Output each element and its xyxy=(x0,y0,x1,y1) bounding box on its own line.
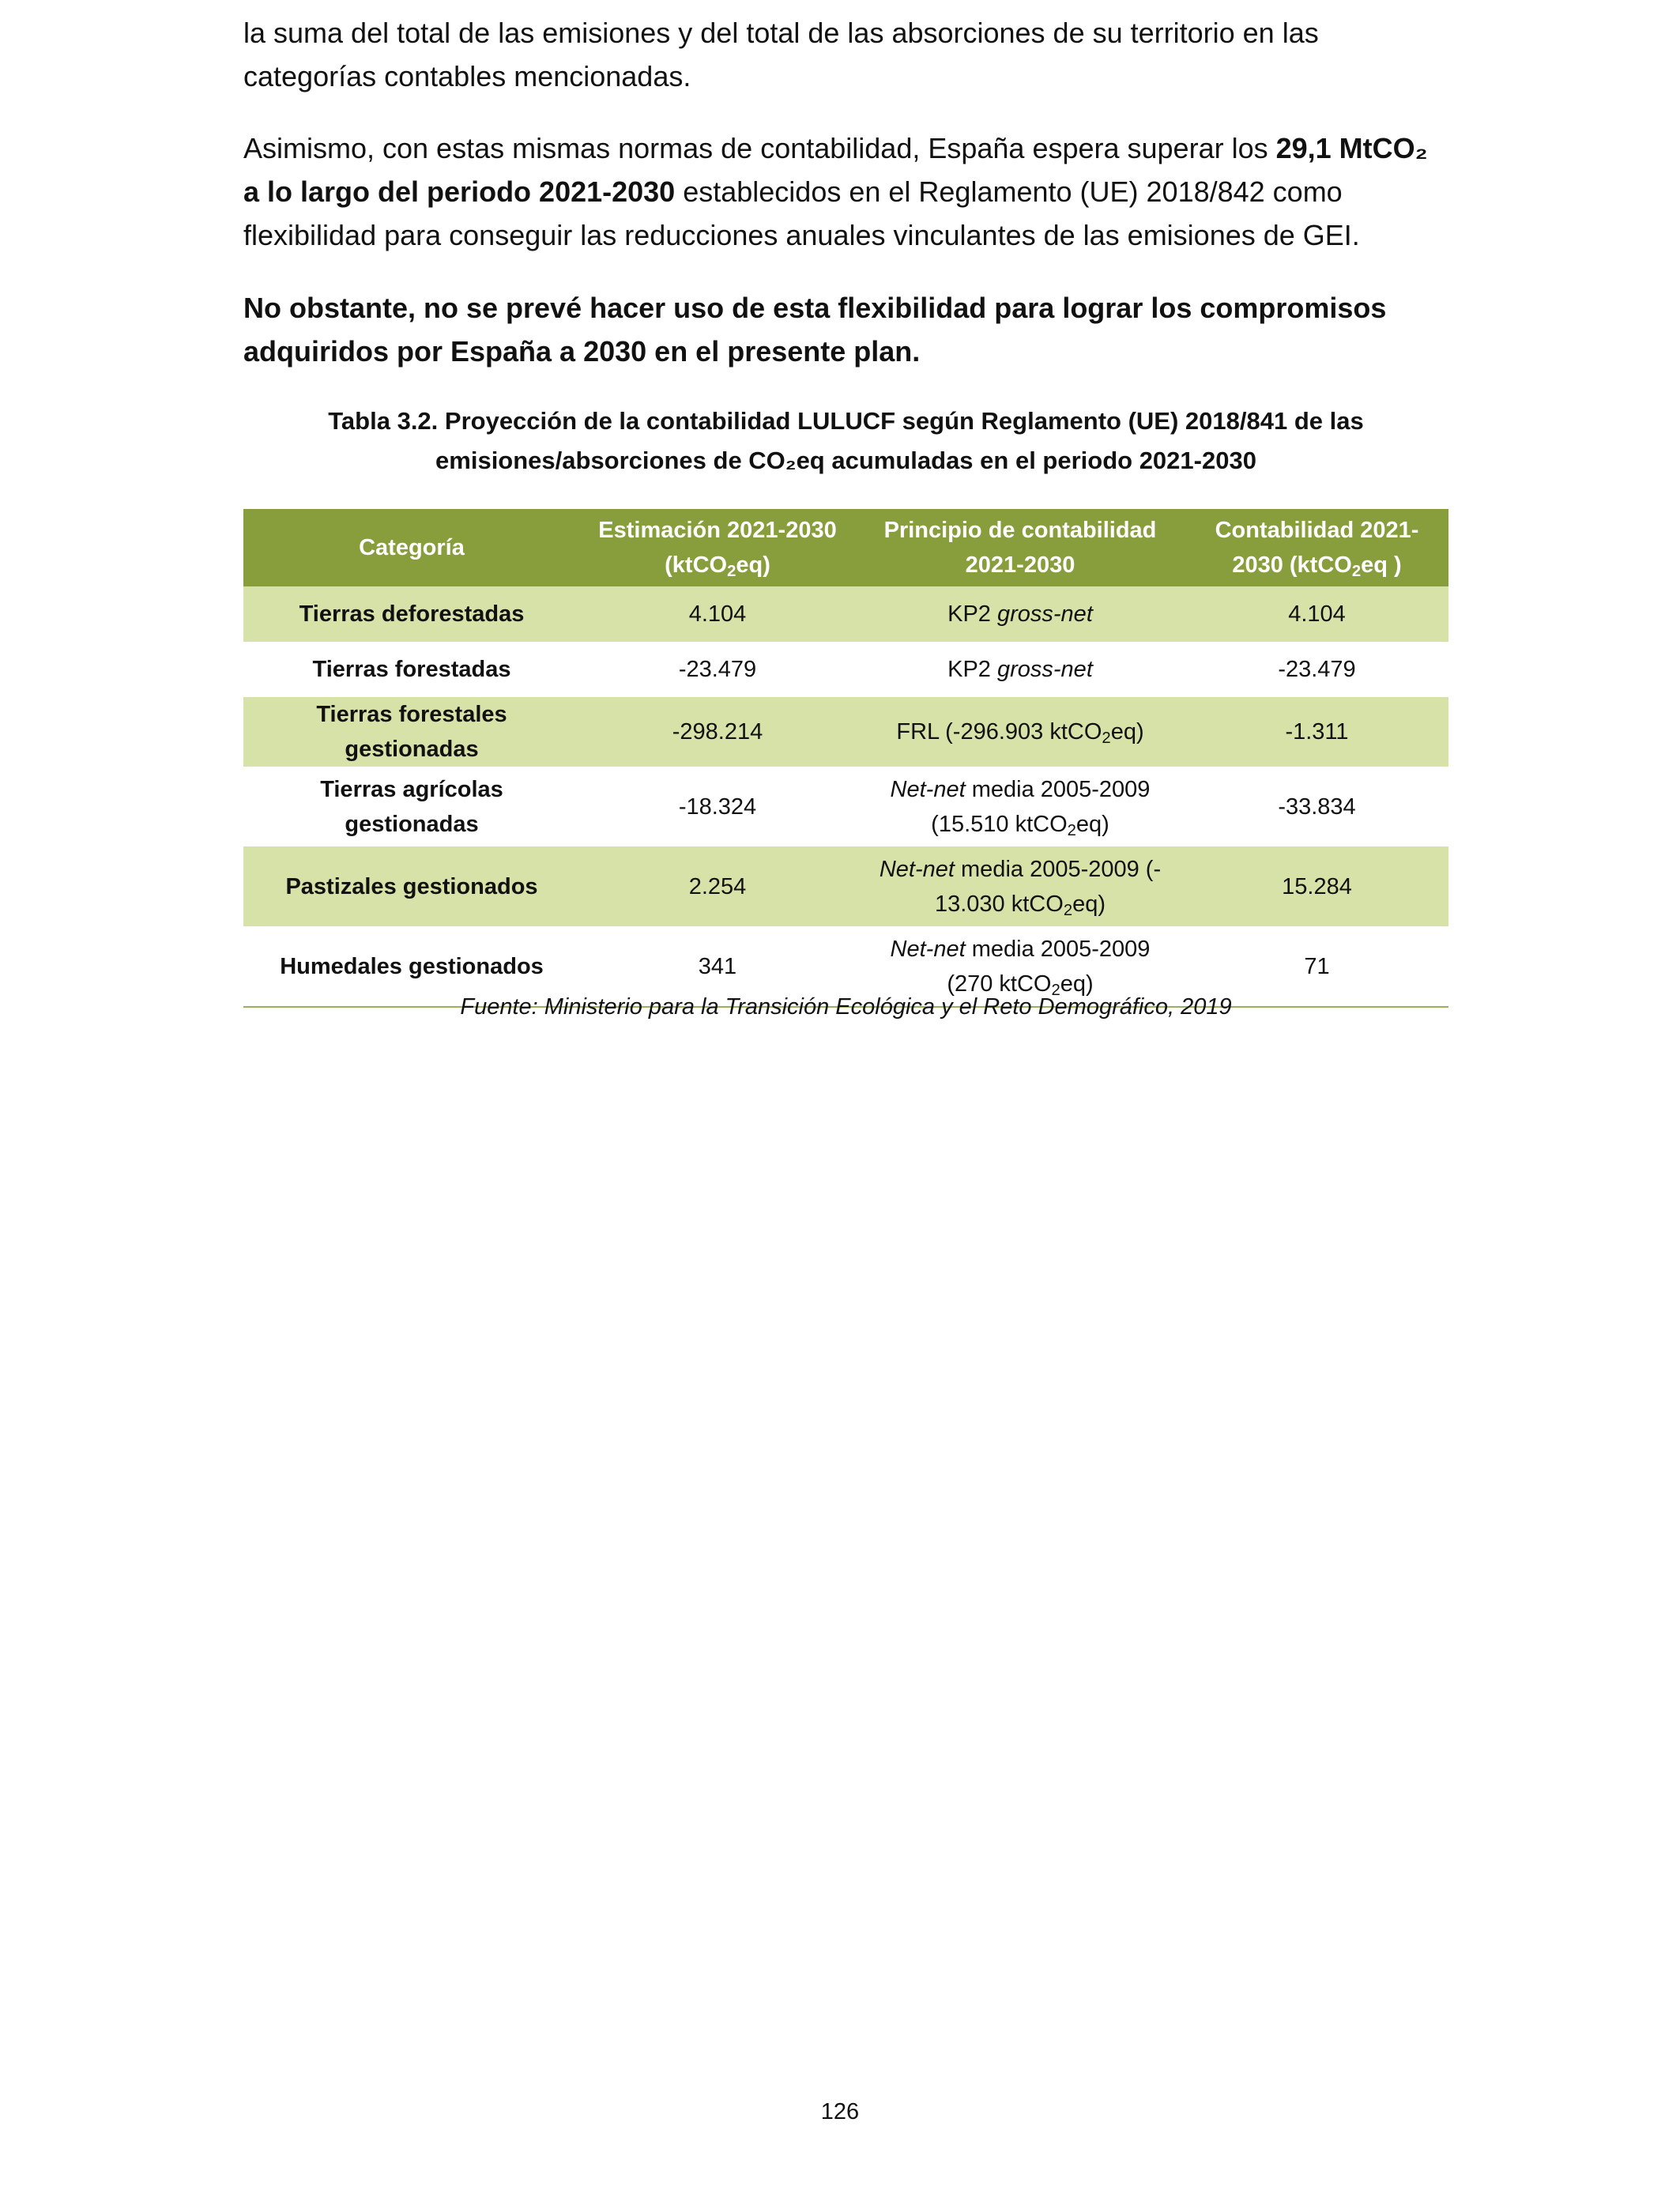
table-row xyxy=(243,642,1448,697)
header-estimacion-line-2-pre: (ktCO xyxy=(665,552,728,578)
page-number: 126 xyxy=(820,2099,860,2124)
cell-principio-line-1: media 2005-2009 xyxy=(965,936,1151,962)
header-contabilidad-line-2-post: eq ) xyxy=(1361,552,1402,578)
cell-principio-line-2-pre: (15.510 ktCO xyxy=(931,811,1068,837)
cell-principio-line-2-pre: 13.030 ktCO xyxy=(934,891,1064,917)
cell-contabilidad: 4.104 xyxy=(1185,586,1448,642)
header-principio-line-2: 2021-2030 xyxy=(965,552,1075,578)
cell-principio-italic: gross-net xyxy=(996,657,1093,682)
cell-categoria: Tierras forestadas xyxy=(312,657,511,682)
lulucf-table xyxy=(243,509,1448,1008)
cell-estimacion: 4.104 xyxy=(580,586,855,642)
paragraph-flexibility-text-1: Asimismo, con estas mismas normas de contabilidad, España espera superar los xyxy=(243,132,1276,164)
cell-principio xyxy=(855,697,1185,767)
cell-principio-italic: Net-net xyxy=(890,776,966,802)
header-principio-line-1: Principio de contabilidad xyxy=(883,518,1157,543)
table-row xyxy=(243,697,1448,767)
header-contabilidad-line-2-pre: 2030 (ktCO xyxy=(1232,552,1352,578)
table-row xyxy=(243,586,1448,642)
paragraph-flexibility xyxy=(243,126,1448,257)
cell-principio-line-2-post: eq) xyxy=(1072,891,1106,917)
cell-principio-text: FRL (-296.903 ktCO xyxy=(896,719,1102,745)
cell-principio-italic: Net-net xyxy=(879,856,955,882)
table-source: Fuente: Ministerio para la Transición Ecológica y el Reto Demográfico, 2019 xyxy=(460,994,1232,1020)
cell-categoria: Tierras deforestadas xyxy=(243,586,580,642)
cell-contabilidad: -1.311 xyxy=(1185,697,1448,767)
table-row xyxy=(243,846,1448,926)
paragraph-flexibility-bold: 29,1 MtCO₂ a lo largo del periodo 2021-2030 xyxy=(243,132,1428,208)
cell-categoria: Pastizales gestionados xyxy=(243,846,580,926)
cell-principio-line-1: media 2005-2009 (- xyxy=(954,856,1162,882)
cell-estimacion: 341 xyxy=(580,926,855,1007)
cell-principio-text: KP2 xyxy=(947,657,997,682)
cell-estimacion: -298.214 xyxy=(580,697,855,767)
paragraph-conclusion: No obstante, no se prevé hacer uso de esta flexibilidad para lograr los compromisos adquiridos por España a 2030 en el presente plan. xyxy=(243,292,1387,368)
table-caption-line-1: Tabla 3.2. Proyección de la contabilidad LULUCF según Reglamento (UE) 2018/841 de las xyxy=(328,407,1364,435)
cell-contabilidad: 15.284 xyxy=(1185,846,1448,926)
table-row xyxy=(243,767,1448,846)
cell-principio-post: eq) xyxy=(1110,719,1144,745)
cell-principio-sub: 2 xyxy=(1051,981,1060,999)
table-caption xyxy=(243,401,1448,481)
cell-contabilidad: -23.479 xyxy=(1278,657,1356,682)
cell-categoria: Humedales gestionados xyxy=(243,926,580,1007)
header-contabilidad xyxy=(1185,509,1448,586)
header-estimacion-line-2-post: eq) xyxy=(736,552,770,578)
header-principio xyxy=(855,509,1185,586)
cell-principio-line-1: media 2005-2009 xyxy=(965,776,1151,802)
cell-contabilidad: 71 xyxy=(1185,926,1448,1007)
cell-principio-italic: Net-net xyxy=(890,936,966,962)
cell-estimacion: -18.324 xyxy=(678,794,757,820)
header-estimacion-sub: 2 xyxy=(727,563,736,581)
cell-principio-text: KP2 xyxy=(947,601,997,627)
header-estimacion xyxy=(580,509,855,586)
table-caption-line-2: emisiones/absorciones de CO₂eq acumuladas en el periodo 2021-2030 xyxy=(435,447,1256,474)
cell-principio-line-2-post: eq) xyxy=(1075,811,1109,837)
cell-categoria: Tierras agrícolas gestionadas xyxy=(320,776,503,837)
cell-principio-line-2-pre: (270 ktCO xyxy=(947,971,1052,997)
cell-principio xyxy=(855,642,1185,697)
cell-principio-sub: 2 xyxy=(1063,901,1073,919)
cell-principio-sub: 2 xyxy=(1067,821,1076,839)
cell-contabilidad: -33.834 xyxy=(1278,794,1356,820)
cell-estimacion: 2.254 xyxy=(580,846,855,926)
cell-principio xyxy=(855,846,1185,926)
table-header-row xyxy=(243,509,1448,586)
cell-estimacion: -23.479 xyxy=(678,657,757,682)
paragraph-flexibility-text-2: establecidos en el Reglamento (UE) 2018/842 como flexibilidad para conseguir las reducciones anuales vinculantes de las emisiones de GEI. xyxy=(243,175,1360,251)
paragraph-intro: la suma del total de las emisiones y del total de las absorciones de su territorio en las categorías contables mencionadas. xyxy=(243,17,1319,92)
cell-principio-italic: gross-net xyxy=(996,601,1093,627)
cell-principio xyxy=(855,767,1185,846)
header-contabilidad-sub: 2 xyxy=(1351,563,1362,581)
cell-principio xyxy=(855,586,1185,642)
header-contabilidad-line-1: Contabilidad 2021- xyxy=(1215,518,1419,543)
cell-principio-line-2-post: eq) xyxy=(1060,971,1094,997)
header-estimacion-line-1: Estimación 2021-2030 xyxy=(598,518,837,543)
cell-principio-sub: 2 xyxy=(1102,729,1111,748)
header-categoria: Categoría xyxy=(243,509,580,586)
cell-categoria: Tierras forestales gestionadas xyxy=(243,697,580,767)
